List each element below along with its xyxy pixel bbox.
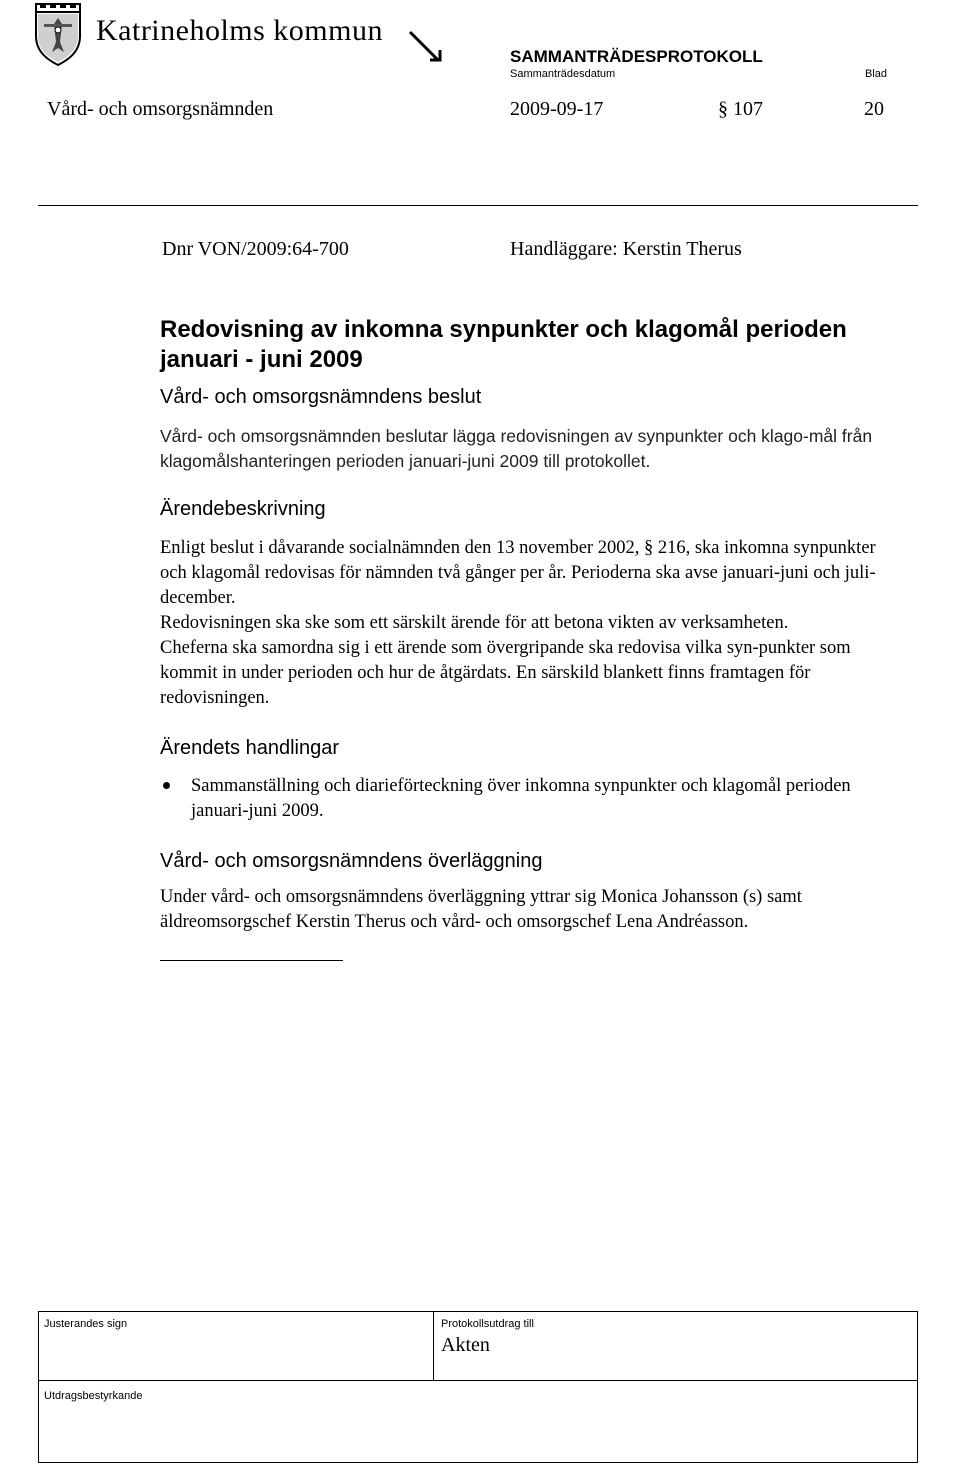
- logo-text: Katrineholms kommun: [96, 14, 383, 47]
- item-title: Redovisning av inkomna synpunkter och klagomål perioden januari - juni 2009: [160, 316, 847, 373]
- extract-label: Protokollsutdrag till: [441, 1318, 534, 1330]
- bullet-icon: [163, 782, 170, 789]
- documents-list-item: Sammanställning och diarieförteckning över inkomna synpunkter och klagomål perioden januari-juni 2009.: [191, 776, 851, 821]
- page-number: 20: [864, 98, 884, 120]
- extract-value: Akten: [441, 1334, 490, 1356]
- description-paragraph: Enligt beslut i dåvarande socialnämnden den 13 november 2002, § 216, ska inkomna synpunkter och klagomål redovisas för nämnden två gånger per år. Perioderna ska avse januari-juni och juli-december.: [160, 538, 876, 608]
- municipality-logo-text: [96, 14, 383, 48]
- footer-box-certify: [38, 1380, 918, 1463]
- description-heading: Ärendebeskrivning: [160, 498, 326, 520]
- section-number: § 107: [718, 98, 763, 120]
- page-label: Blad: [865, 68, 888, 80]
- certify-label: Utdragsbestyrkande: [44, 1390, 143, 1402]
- description-paragraph: Redovisningen ska ske som ett särskilt ärende för att betona vikten av verksamheten.: [160, 613, 789, 633]
- discussion-heading: Vård- och omsorgsnämndens överläggning: [160, 850, 543, 872]
- discussion-text: Under vård- och omsorgsnämndens överläggning yttrar sig Monica Johansson (s) samt äldreomsorgschef Kerstin Therus och vård- och omsorgschef Lena Andréasson.: [160, 887, 802, 932]
- meeting-date: 2009-09-17: [510, 98, 604, 120]
- committee-name: Vård- och omsorgsnämnden: [47, 98, 274, 120]
- document-type: SAMMANTRÄDESPROTOKOLL: [510, 47, 763, 66]
- description-paragraph: Cheferna ska samordna sig i ett ärende som övergripande ska redovisa vilka syn-punkter som kommit in under perioden och hur de åtgärdats. En särskild blankett finns framtagen för redovisningen.: [160, 638, 851, 708]
- decision-heading: Vård- och omsorgsnämndens beslut: [160, 386, 482, 408]
- coat-of-arms-logo: [32, 2, 84, 66]
- sign-label: Justerandes sign: [44, 1318, 128, 1330]
- documents-heading: Ärendets handlingar: [160, 737, 340, 759]
- description-body: [160, 536, 895, 711]
- section-end-line: [160, 960, 343, 961]
- header-divider: [38, 205, 918, 206]
- case-handler: Handläggare: Kerstin Therus: [510, 238, 742, 260]
- logo-swoosh: [408, 30, 442, 69]
- diary-number: Dnr VON/2009:64-700: [162, 238, 349, 260]
- decision-text: Vård- och omsorgsnämnden beslutar lägga redovisningen av synpunkter och klago-mål från klagomålshanteringen perioden januari-juni 2009 till protokollet.: [160, 426, 873, 471]
- date-label: Sammanträdesdatum: [510, 68, 616, 80]
